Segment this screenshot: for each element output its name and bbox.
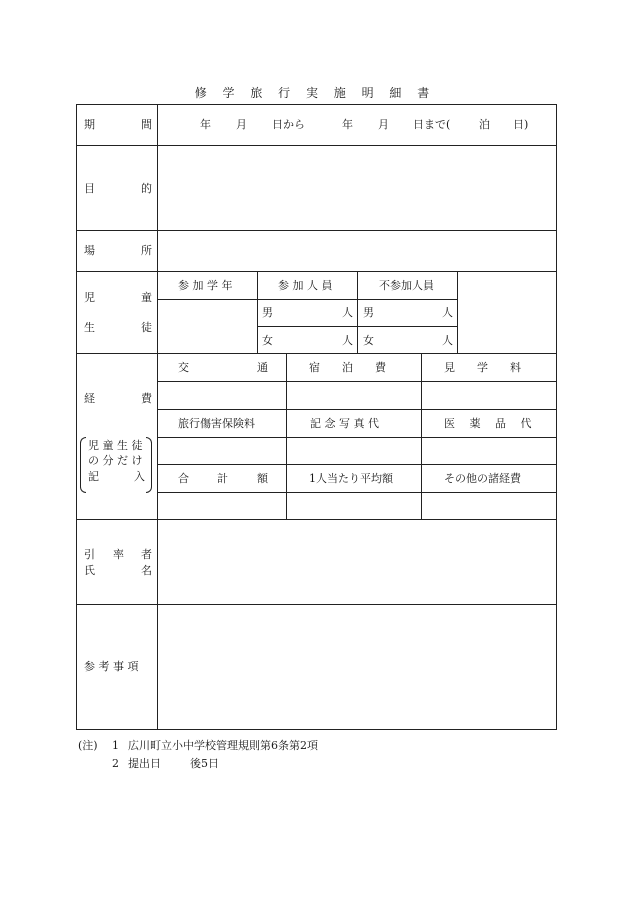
participants-male-label: 男 (262, 306, 273, 319)
row-divider (157, 381, 557, 382)
column-divider (286, 353, 287, 519)
purpose-label: 的 (141, 182, 152, 195)
total-header: 額 (257, 472, 268, 485)
absent-header: 不参加人員 (379, 279, 434, 292)
participants-header: 参 加 人 員 (278, 279, 333, 292)
absent-female-unit: 人 (442, 334, 453, 347)
note-2-value: 後5日 (190, 757, 219, 770)
row-divider (76, 230, 557, 231)
students-label: 生 (84, 321, 95, 334)
period-days: 日) (513, 118, 529, 131)
place-label: 所 (141, 244, 152, 257)
purpose-label: 目 (84, 182, 95, 195)
period-until: 日まで( (413, 118, 451, 131)
participants-male-unit: 人 (342, 306, 353, 319)
column-divider (157, 104, 158, 730)
participants-female-unit: 人 (342, 334, 353, 347)
row-divider (76, 353, 557, 354)
place-label: 場 (84, 244, 95, 257)
column-divider (457, 271, 458, 353)
expenses-label: 費 (141, 392, 152, 405)
period-month-to: 月 (378, 118, 389, 131)
absent-male-unit: 人 (442, 306, 453, 319)
leader-label: 者 (141, 548, 152, 561)
insurance-header: 旅行傷害保険料 (178, 417, 255, 430)
lodging-header: 宿 泊 費 (309, 361, 386, 374)
period-label: 期 (84, 118, 95, 131)
total-header: 合 (178, 472, 189, 485)
right-bracket (146, 437, 152, 493)
row-divider (157, 437, 557, 438)
row-divider (76, 519, 557, 520)
students-label: 徒 (141, 321, 152, 334)
leader-label: 名 (141, 564, 152, 577)
left-bracket (80, 437, 86, 493)
row-divider (157, 409, 557, 410)
absent-female-label: 女 (363, 334, 374, 347)
expenses-label: 経 (84, 392, 95, 405)
row-divider (76, 271, 557, 272)
sightseeing-header: 見 学 料 (444, 361, 521, 374)
grade-header: 参 加 学 年 (178, 279, 233, 292)
period-year-to: 年 (342, 118, 353, 131)
remarks-label: 参 考 事 項 (84, 660, 139, 673)
row-divider (76, 604, 557, 605)
period-month-from: 月 (236, 118, 247, 131)
absent-male-label: 男 (363, 306, 374, 319)
period-label: 間 (141, 118, 152, 131)
row-divider (157, 492, 557, 493)
expenses-note: の 分 だ け (88, 454, 143, 467)
expenses-note: 児 童 生 徒 (88, 439, 143, 452)
leader-label: 引 (84, 548, 95, 561)
students-label: 児 (84, 291, 95, 304)
period-year-from: 年 (200, 118, 211, 131)
transport-header: 交 (178, 361, 189, 374)
photo-header: 記 念 写 真 代 (310, 417, 379, 430)
form-title: 修 学 旅 行 実 施 明 細 書 (194, 86, 436, 100)
row-divider (76, 145, 557, 146)
leader-label: 氏 (84, 564, 95, 577)
expenses-note: 記 (88, 470, 99, 483)
notes-prefix: (注) (78, 739, 98, 752)
note-1-number: 1 (112, 739, 119, 752)
note-1-text: 広川町立小中学校管理規則第6条第2項 (128, 739, 318, 752)
medicine-header: 医 薬 品 代 (444, 417, 532, 430)
column-divider (421, 353, 422, 519)
transport-header: 通 (257, 361, 268, 374)
row-divider (157, 299, 457, 300)
period-nights: 泊 (479, 118, 490, 131)
expenses-note: 入 (134, 470, 145, 483)
total-header: 計 (217, 472, 228, 485)
period-from: 日から (272, 118, 305, 131)
leader-label: 率 (113, 548, 124, 561)
average-header: 1人当たり平均額 (309, 472, 393, 485)
note-2-label: 提出日 (128, 757, 161, 770)
students-label: 童 (141, 291, 152, 304)
column-divider (357, 271, 358, 353)
participants-female-label: 女 (262, 334, 273, 347)
note-2-number: 2 (112, 757, 119, 770)
other-expenses-header: その他の諸経費 (444, 472, 521, 485)
column-divider (257, 271, 258, 353)
row-divider (157, 464, 557, 465)
